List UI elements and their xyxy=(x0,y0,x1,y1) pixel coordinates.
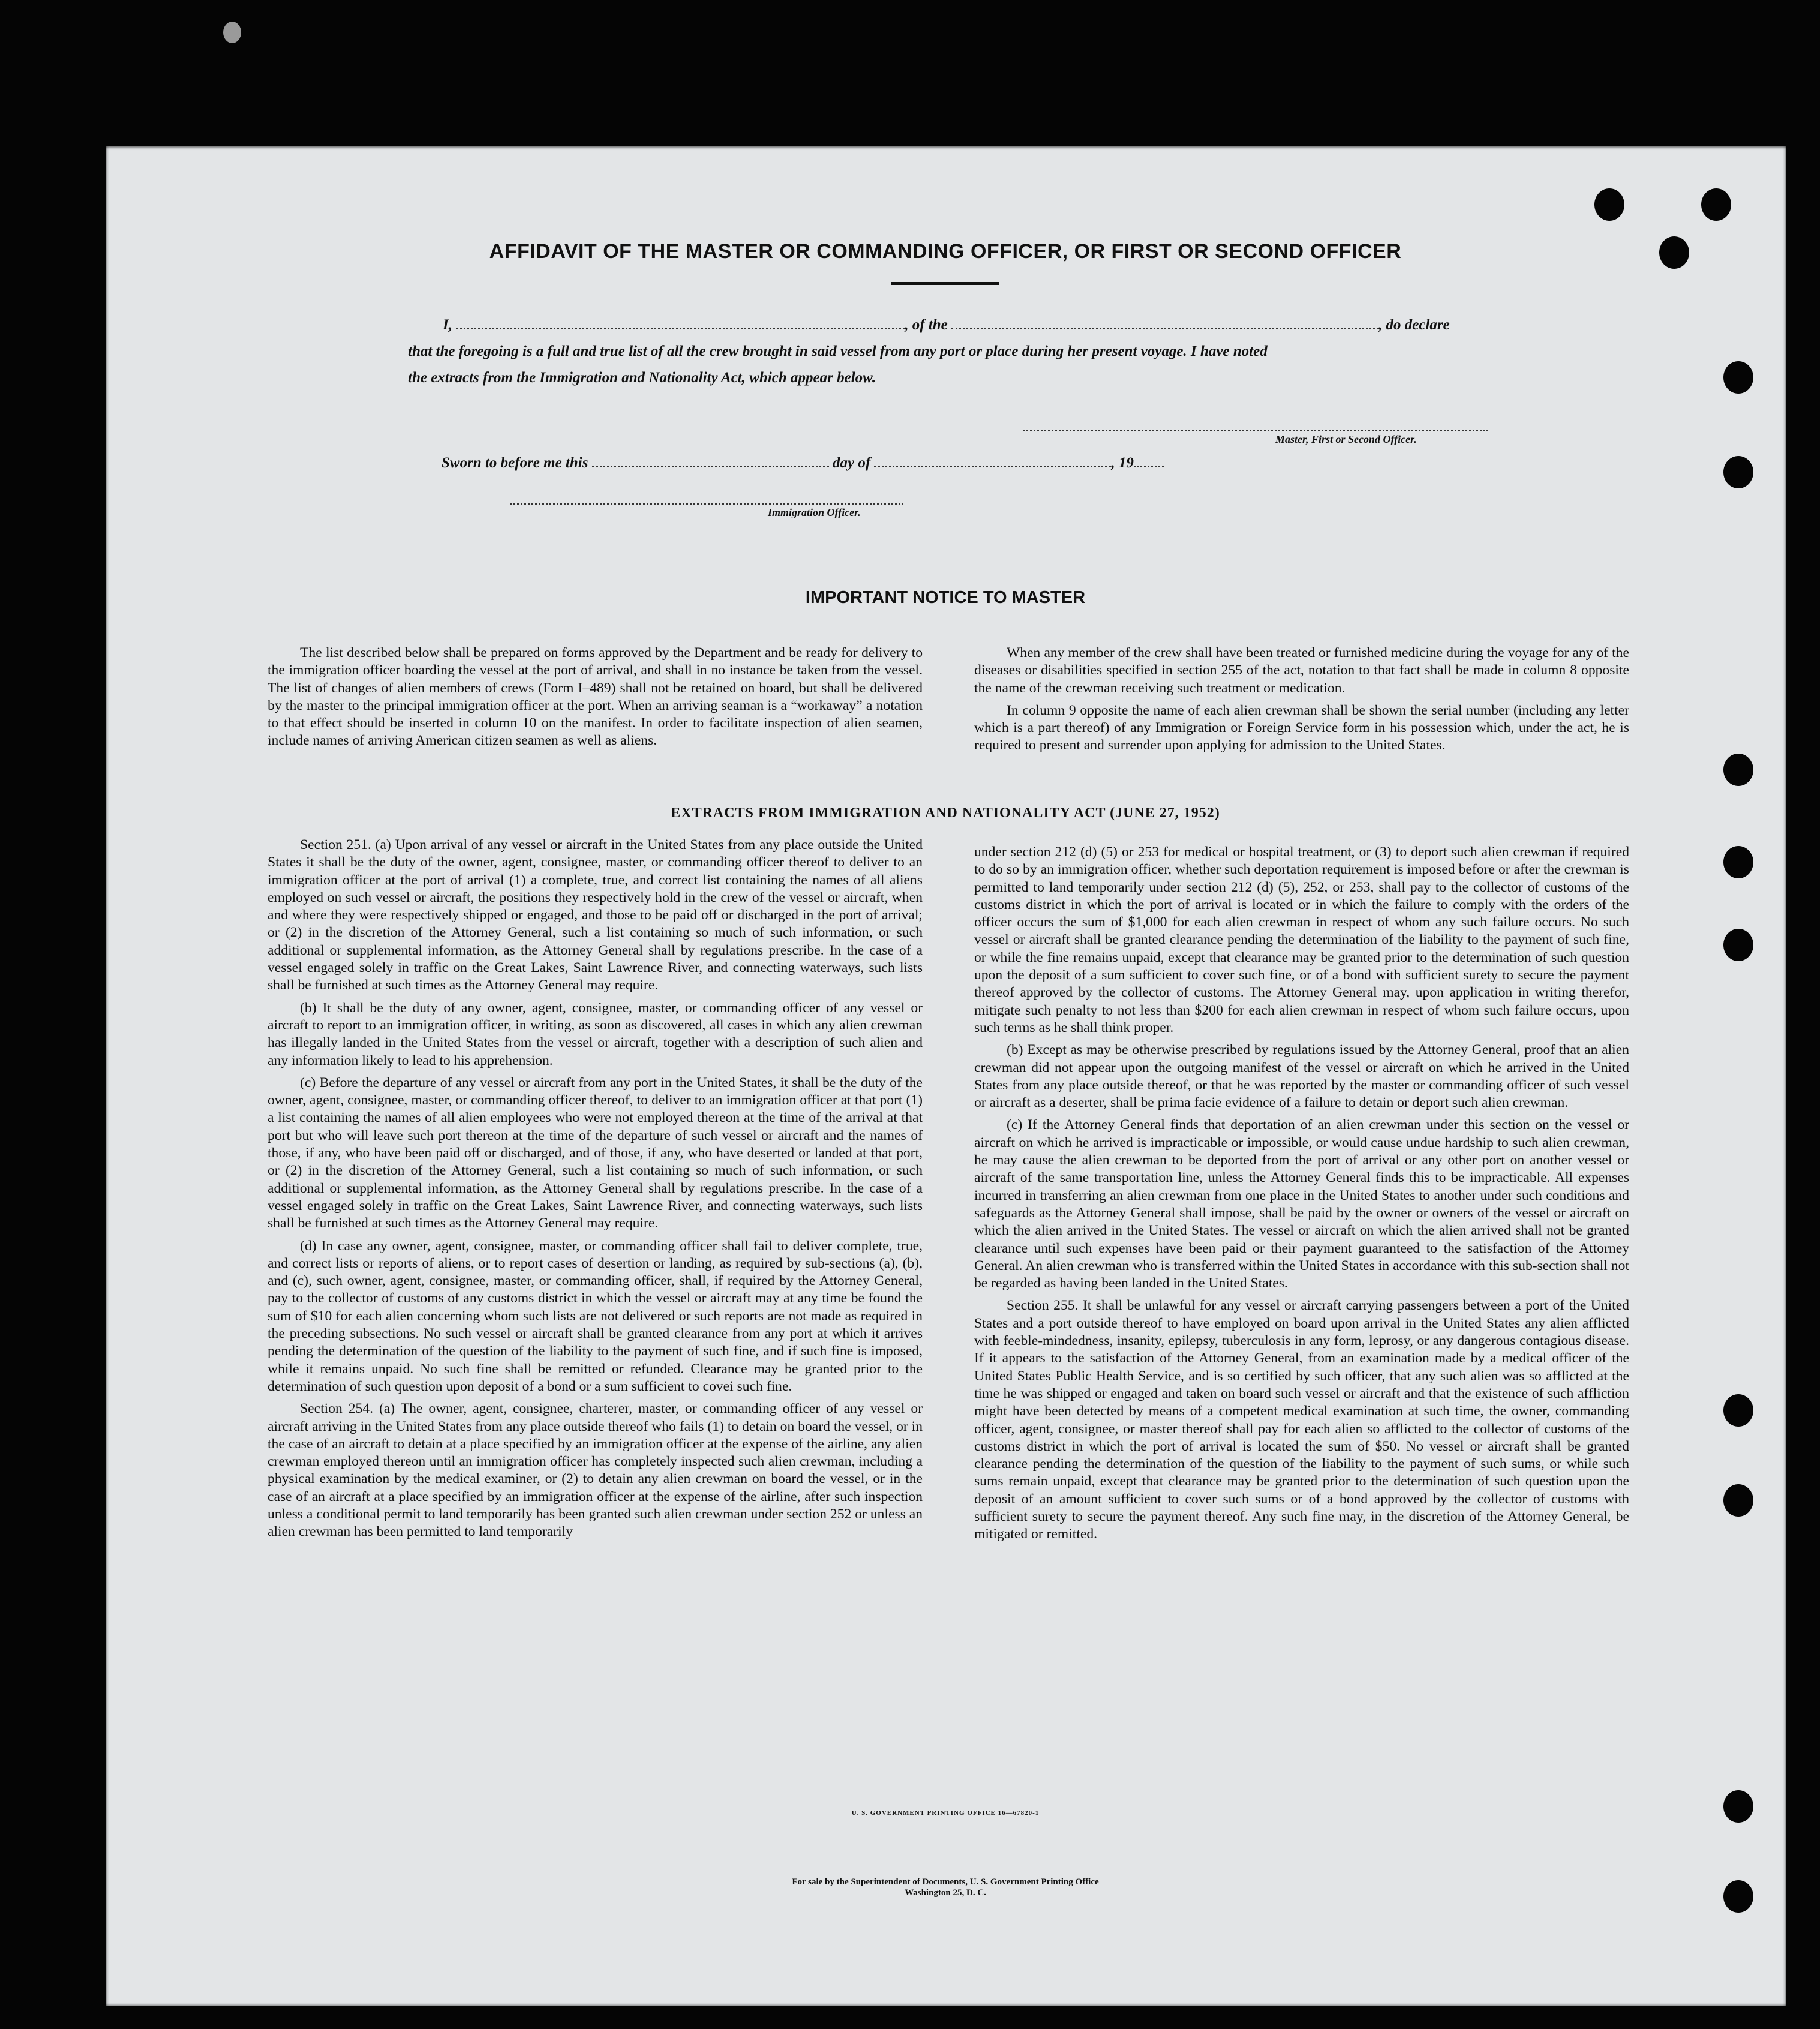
punch-hole xyxy=(1723,1790,1753,1823)
section-251-c: (c) Before the departure of any vessel or aircraft from any port in the United States, it shall be the duty of the owner, agent, consignee, master, or commanding officer thereof, to deliver to an immigration officer at that port (1) a list containing the names of all alien employees who were not employed thereon at the time of the arrival at that port but who will leave such port thereon at the time of the departure of such vessel or aircraft and the names of those, if any, who have been paid off or discharged, and of those, if any, who have deserted or landed at that port, or (2) in the discretion of the Attorney General, such a list containing so much of such information, or such additional or supplemental information, as the Attorney General shall by regulations prescribe. In the case of a vessel engaged solely in traffic on the Great Lakes, Saint Lawrence River, and connecting waterways, such lists shall be furnished at such times as the Attorney General may require. xyxy=(268,1074,923,1232)
section-251-d: (d) In case any owner, agent, consignee, master, or commanding officer shall fail to deliver complete, true, and correct lists or reports of aliens, or to report cases of desertion or landing, as required by sub-sections (a), (b), and (c), such owner, agent, consignee, master, or commanding officer, shall, if required by the Attorney General, pay to the collector of customs of any customs district in which the vessel or aircraft may at any time be found the sum of $10 for each alien concerning whom such lists are not delivered or such reports are not made as required in the preceding subsections. No such vessel or aircraft shall be granted clearance from any port at which it arrives pending the determination of the question of the liability to the payment of such fine, and if such fine is imposed, while it remains unpaid. No such fine shall be remitted or refunded. Clearance may be granted prior to the determination of such question upon deposit of a bond or a sum sufficient to covei such fine. xyxy=(268,1238,923,1394)
affidavit-title: AFFIDAVIT OF THE MASTER OR COMMANDING OFFICER, OR FIRST OR SECOND OFFICER xyxy=(489,240,1402,263)
notice-paragraph: When any member of the crew shall have been treated or furnished medicine during the voyage for any of the diseases or disabilities specified in section 255 of the act, notation to that fact shall be made in column 8 opposite the name of the crewman receiving such treatment or medication. xyxy=(974,645,1629,696)
document-page xyxy=(106,146,1786,2006)
do-declare-label: , do declare xyxy=(1378,317,1450,333)
punch-hole xyxy=(1723,754,1753,786)
notice-title: IMPORTANT NOTICE TO MASTER xyxy=(805,588,1086,607)
section-251-b: (b) It shall be the duty of any owner, agent, consignee, master, or commanding officer of any vessel or aircraft to report to an immigration officer, in writing, as soon as discovered, all cases in which any alien crewman has illegally landed in the United States from the vessel or aircraft, together with a description of such alien and any information likely to lead to his apprehension. xyxy=(268,1000,923,1068)
sworn-year-field[interactable] xyxy=(1134,455,1164,467)
title-rule xyxy=(891,282,999,285)
for-sale-line-2: Washington 25, D. C. xyxy=(905,1888,986,1898)
extracts-right-column xyxy=(974,844,1629,1544)
of-the-label: , of the xyxy=(905,317,948,333)
section-254-a-continued: under section 212 (d) (5) or 253 for medical or hospital treatment, or (3) to deport such alien crewman if required to do so by an immigration officer, whether such deportation requirement is imposed before or after the crewman is permitted to land temporarily under section 212 (d) (5), 252, or 253, shall pay to the collector of customs of the customs district in which the port of arrival is located or in which the failure to comply with the orders of the officer occurs the sum of $1,000 for each alien crewman in respect of whom any such failure occurs. No such vessel or aircraft shall be granted clearance pending the determination of the liability to the payment of such fine, or while the fine remains unpaid, except that clearance may be granted prior to the determination of such question upon the deposit of a sum sufficient to cover such fine, or of a bond with sufficient surety to secure the payment thereof approved by the collector of customs. The Attorney General may, upon application in writing therefor, mitigate such penalty to not less than $200 for each alien crewman in respect of whom such failure occurs, upon such terms as he shall think proper. xyxy=(974,844,1629,1035)
scan-artifact xyxy=(223,22,241,43)
punch-hole xyxy=(1723,456,1753,488)
punch-hole xyxy=(1723,1394,1753,1427)
section-251-a: Section 251. (a) Upon arrival of any vessel or aircraft in the United States from any place outside the United States it shall be the duty of the owner, agent, consignee, master, or commanding officer thereof to deliver to an immigration officer at the port of arrival (1) a complete, true, and correct list containing the names of all aliens employed on such vessel or aircraft, the positions they respectively hold in the crew of the vessel or aircraft, when and where they were respectively shipped or engaged, and those to be paid off or discharged in the port of arrival; or (2) in the discretion of the Attorney General, such a list containing so much of such information, or such additional or supplemental information, as the Attorney General shall by regulations prescribe. In the case of a vessel engaged solely in traffic on the Great Lakes, Saint Lawrence River, and connecting waterways, such lists shall be furnished at such times as the Attorney General may require. xyxy=(268,837,923,994)
section-254-b: (b) Except as may be otherwise prescribed by regulations issued by the Attorney General, proof that an alien crewman did not appear upon the outgoing manifest of the vessel or aircraft on which he arrived in the United States from any place outside thereof, or that he was reported by the master or commanding officer of such vessel or aircraft as a deserter, shall be prima facie evidence of a failure to detain or deport such alien crewman. xyxy=(974,1042,1629,1111)
immigration-officer-signature-line[interactable] xyxy=(510,503,903,505)
immigration-officer-label: Immigration Officer. xyxy=(768,506,861,518)
punch-hole xyxy=(1723,929,1753,961)
extracts-title: EXTRACTS FROM IMMIGRATION AND NATIONALITY ACT (JUNE 27, 1952) xyxy=(671,805,1220,821)
sworn-line xyxy=(442,455,1164,472)
notice-left-column xyxy=(268,644,923,750)
punch-hole xyxy=(1723,846,1753,878)
declaration-text-line-3: the extracts from the Immigration and Nationality Act, which appear below. xyxy=(408,370,876,386)
declaration-line xyxy=(443,317,1450,334)
punch-hole xyxy=(1723,361,1753,394)
printer-imprint: U. S. GOVERNMENT PRINTING OFFICE 16—67820-1 xyxy=(851,1809,1040,1817)
sworn-day-field[interactable] xyxy=(592,455,829,467)
master-signature-label: Master, First or Second Officer. xyxy=(1275,433,1417,445)
section-254-c: (c) If the Attorney General finds that deportation of an alien crewman under this section on the vessel or aircraft on which he arrived is impracticable or impossible, or would cause undue hardship to such alien crewman, he may cause the alien crewman to be deported from the port of arrival or any other port on another vessel or aircraft of the same transportation line, unless the Attorney General finds this to be impracticable. All expenses incurred in transferring an alien crewman from one place in the United States to another under such conditions and safeguards as the Attorney General shall impose, shall be paid by the owner or owners of the vessel or aircraft on which the alien arrived in the United States. The vessel or aircraft on which the alien arrived shall not be granted clearance until such expenses have been paid or their payment guaranteed to the satisfaction of the Attorney General. An alien crewman who is transferred within the United States in accordance with this sub-section shall not be regarded as having been landed in the United States. xyxy=(974,1117,1629,1292)
section-255: Section 255. It shall be unlawful for any vessel or aircraft carrying passengers between a port of the United States and a port outside thereof to have employed on board upon arrival in the United States any alien afflicted with feeble-mindedness, insanity, epilepsy, tuberculosis in any form, leprosy, or any dangerous contagious disease. If it appears to the satisfaction of the Attorney General, from an examination made by a medical officer of the United States Public Health Service, and is so certified by such officer, that any such alien was so afflicted at the time he was shipped or engaged and taken on board such vessel or aircraft and that the existence of such affliction might have been detected by means of a competent medical examination at such time, the owner, commanding officer, agent, consignee, or master thereof shall pay for each alien so afflicted to the collector of customs of the customs district in which the port of arrival is located the sum of $50. No vessel or aircraft shall be granted clearance pending the determination of the question of the liability to the payment of such sums, or while such sums remain unpaid, except that clearance may be granted prior to the determination of such question upon the deposit of an amount sufficient to cover such sums or of a bond approved by the collector of customs with sufficient surety to secure the payment thereof. Any such fine may, in the discretion of the Attorney General, be mitigated or remitted. xyxy=(974,1298,1629,1542)
declarant-name-field[interactable] xyxy=(456,317,905,329)
punch-hole xyxy=(1594,188,1624,221)
master-signature-line[interactable] xyxy=(1023,430,1488,431)
section-254-a: Section 254. (a) The owner, agent, consignee, charterer, master, or commanding officer of any vessel or aircraft arriving in the United States from any place outside thereof who fails (1) to detain on board the vessel, or in the case of an aircraft to detain at a place specified by an immigration officer at the expense of the airline, any alien crewman employed thereon until an immigration officer has completely inspected such alien crewman, including a physical examination by the medical examiner, or (2) to detain any alien crewman on board the vessel, or in the case of an aircraft at a place specified by an immigration officer at the expense of the airline, after such inspection unless a conditional permit to land temporarily has been granted such alien crewman under section 252 or unless an alien crewman has been permitted to land temporarily xyxy=(268,1401,923,1540)
declaration-text-line-2: that the foregoing is a full and true list of all the crew brought in said vessel from any port or place during her present voyage. I have noted xyxy=(408,343,1268,359)
sworn-year-label: , 19 xyxy=(1111,455,1134,471)
notice-paragraph: In column 9 opposite the name of each alien crewman shall be shown the serial number (including any letter which is a part thereof) of any Immigration or Foreign Service form in his possession which, under the act, he is required to present and surrender upon applying for admission to the United States. xyxy=(974,702,1629,754)
notice-paragraph: The list described below shall be prepared on forms approved by the Department and be ready for delivery to the immigration officer boarding the vessel at the port of arrival, and shall in no instance be taken from the vessel. The list of changes of alien members of crews (Form I–489) shall not be retained on board, but shall be delivered by the master to the principal immigration officer at the port. When an arriving seaman is a “workaway” a notation to that effect should be inserted in column 10 on the manifest. In order to facilitate inspection of alien seamen, include names of arriving American citizen seamen as well as aliens. xyxy=(268,645,923,749)
for-sale-line-1: For sale by the Superintendent of Documents, U. S. Government Printing Office xyxy=(792,1877,1099,1887)
sworn-day-of-label: day of xyxy=(832,455,871,471)
punch-hole xyxy=(1723,1484,1753,1517)
extracts-left-column xyxy=(268,836,923,1541)
sworn-prefix: Sworn to before me this xyxy=(442,455,588,471)
for-sale-notice xyxy=(106,1877,1785,1898)
vessel-name-field[interactable] xyxy=(951,317,1378,329)
sworn-month-field[interactable] xyxy=(874,455,1111,467)
declarant-prefix: I, xyxy=(443,317,452,333)
punch-hole xyxy=(1701,188,1731,221)
notice-right-column xyxy=(974,644,1629,755)
